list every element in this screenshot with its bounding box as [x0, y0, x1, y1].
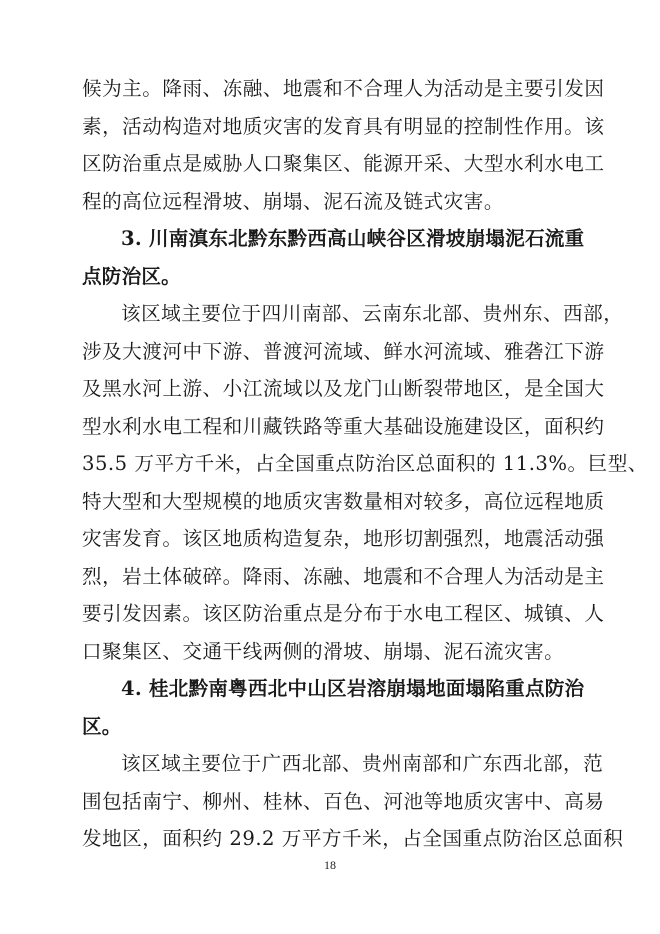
body-text-line: 发地区，面积约 29.2 万平方千米，占全国重点防治区总面积 [82, 827, 624, 850]
body-text-line: 特大型和大型规模的地质灾害数量相对较多，高位远程地质 [82, 489, 605, 513]
paragraph-start-line: 该区域主要位于四川南部、云南东北部、贵州东、西部， [121, 302, 624, 325]
section-heading-line: 区。 [82, 714, 122, 738]
body-text-line: 程的高位远程滑坡、崩塌、泥石流及链式灾害。 [82, 189, 504, 213]
body-text-line: 涉及大渡河中下游、普渡河流域、鲜水河流域、雅砻江下游 [82, 339, 605, 363]
body-text-line: 要引发因素。该区防治重点是分布于水电工程区、城镇、人 [82, 602, 605, 625]
body-text-line: 烈，岩土体破碎。降雨、冻融、地震和不合理人为活动是主 [82, 564, 605, 588]
body-text-line: 素，活动构造对地质灾害的发育具有明显的控制性作用。该 [82, 114, 605, 138]
body-text-line: 灾害发育。该区地质构造复杂，地形切割强烈，地震活动强 [82, 527, 605, 550]
body-text-line: 35.5 万平方千米，占全国重点防治区总面积的 11.3%。巨型、 [82, 452, 648, 475]
body-text-line: 及黑水河上游、小江流域以及龙门山断裂带地区，是全国大 [82, 377, 605, 400]
page-number: 18 [324, 858, 336, 872]
body-text-line: 候为主。降雨、冻融、地震和不合理人为活动是主要引发因 [82, 77, 605, 100]
section-heading-line: 3. 川南滇东北黔东黔西高山峡谷区滑坡崩塌泥石流重 [121, 227, 585, 250]
section-heading-line: 点防治区。 [82, 264, 181, 288]
body-text-line: 区防治重点是威胁人口聚集区、能源开采、大型水利水电工 [82, 152, 605, 175]
section-heading-line: 4. 桂北黔南粤西北中山区岩溶崩塌地面塌陷重点防治 [121, 677, 585, 700]
body-text-line: 口聚集区、交通干线两侧的滑坡、崩塌、泥石流灾害。 [82, 639, 565, 663]
body-text-line: 型水利水电工程和川藏铁路等重大基础设施建设区，面积约 [82, 414, 605, 438]
paragraph-start-line: 该区域主要位于广西北部、贵州南部和广东西北部，范 [121, 752, 604, 775]
body-text-line: 围包括南宁、柳州、桂林、百色、河池等地质灾害中、高易 [82, 789, 605, 813]
